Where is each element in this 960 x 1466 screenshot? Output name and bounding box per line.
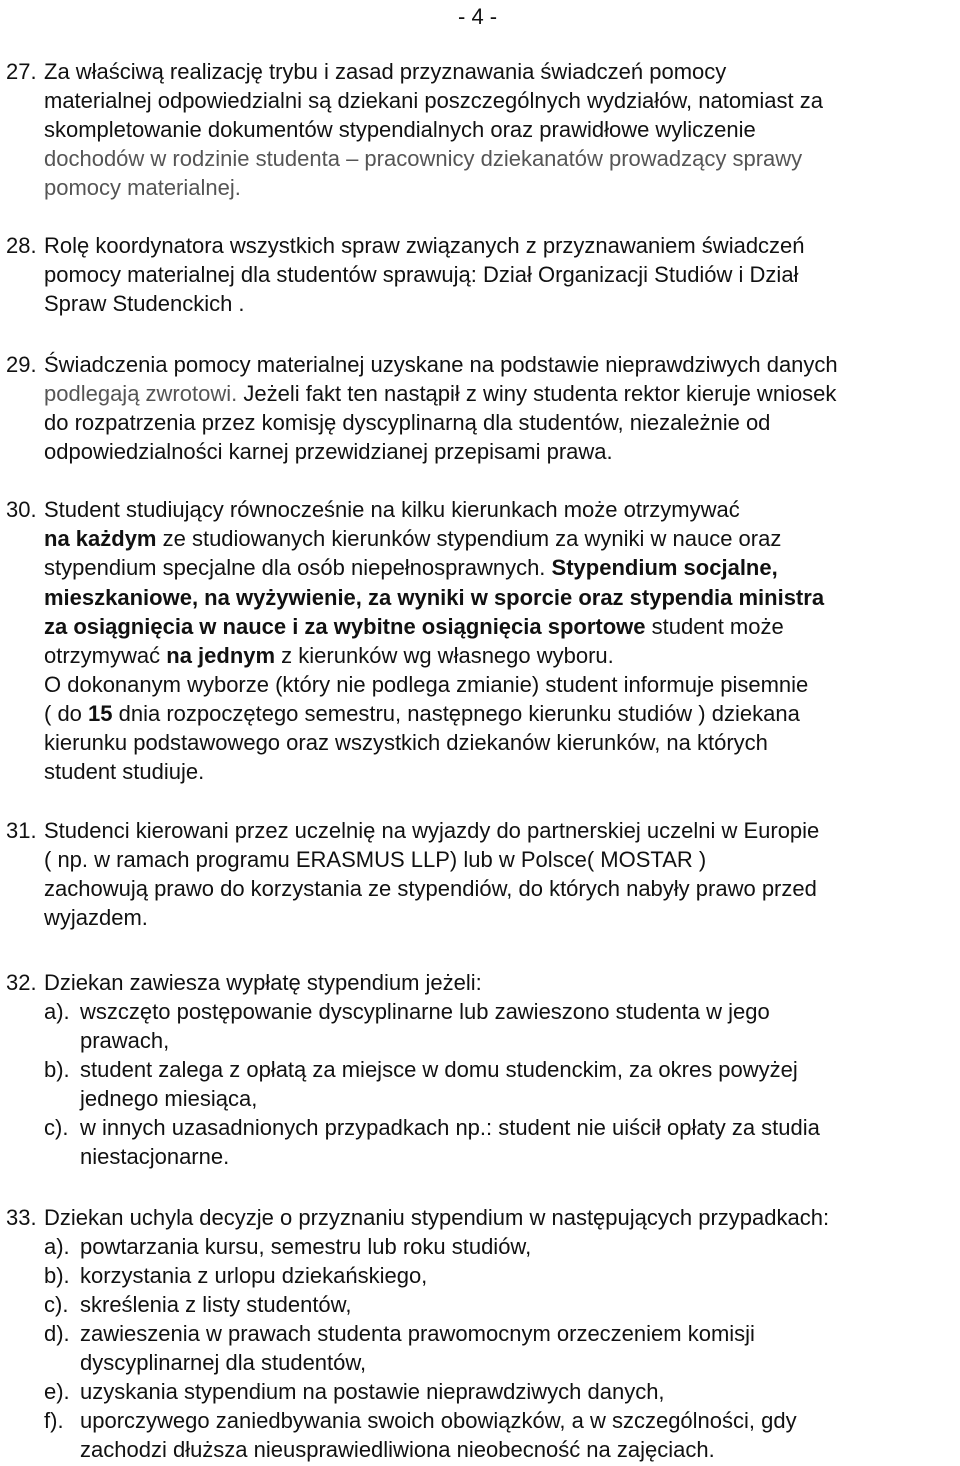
text-line	[44, 553, 778, 582]
text-line: Dziekan uchyla decyzje o przyznaniu stypendium w następujących przypadkach:	[44, 1205, 830, 1230]
text-line	[44, 641, 614, 670]
bold-segment: na każdym	[44, 526, 157, 551]
list-marker: d).	[44, 1321, 70, 1346]
list-marker: b).	[44, 1057, 70, 1082]
paragraph-number: 28.	[6, 233, 37, 258]
list-item-text: w innych uzasadnionych przypadkach np.: student nie uiścił opłaty za studia	[80, 1115, 820, 1140]
text-segment: stypendium specjalne dla osób niepełnosprawnych.	[44, 555, 552, 580]
list-marker: b).	[44, 1263, 70, 1288]
list-item-text: jednego miesiąca,	[80, 1086, 258, 1111]
paragraph-number: 31.	[6, 818, 37, 843]
text-line: Rolę koordynatora wszystkich spraw związanych z przyznawaniem świadczeń	[44, 233, 805, 258]
list-marker: a).	[44, 999, 70, 1024]
text-line: odpowiedzialności karnej przewidzianej przepisami prawa.	[44, 439, 613, 464]
text-line: Dziekan zawiesza wypłatę stypendium jeżeli:	[44, 970, 482, 995]
paragraph-number: 30.	[6, 497, 37, 522]
text-line: pomocy materialnej dla studentów sprawują: Dział Organizacji Studiów i Dział	[44, 262, 799, 287]
text-line: do rozpatrzenia przez komisję dyscyplinarną dla studentów, niezależnie od	[44, 410, 771, 435]
text-line: kierunku podstawowego oraz wszystkich dziekanów kierunków, na których	[44, 730, 768, 755]
list-marker: f).	[44, 1408, 64, 1433]
bold-segment: mieszkaniowe, na wyżywienie, za wyniki w sporcie oraz stypendia ministra	[44, 585, 825, 610]
text-segment: ( do	[44, 701, 89, 726]
bold-segment: 15	[88, 701, 113, 726]
list-marker: c).	[44, 1115, 69, 1140]
list-item-text: zachodzi dłuższa nieusprawiedliwiona nieobecność na zajęciach.	[80, 1437, 715, 1462]
bold-segment: Stypendium socjalne,	[551, 555, 778, 580]
list-item-text: uporczywego zaniedbywania swoich obowiązków, a w szczególności, gdy	[80, 1408, 797, 1433]
text-line: Student studiujący równocześnie na kilku kierunkach może otrzymywać	[44, 497, 740, 522]
text-line	[44, 699, 800, 728]
list-item-text: skreślenia z listy studentów,	[80, 1292, 352, 1317]
text-line: Świadczenia pomocy materialnej uzyskane na podstawie nieprawdziwych danych	[44, 352, 838, 377]
text-line: skompletowanie dokumentów stypendialnych oraz prawidłowe wyliczenie	[44, 117, 756, 142]
text-segment: z kierunków wg własnego wyboru.	[275, 643, 614, 668]
text-line	[44, 583, 824, 612]
paragraph-number: 33.	[6, 1205, 37, 1230]
text-segment: podlegają zwrotowi.	[44, 381, 238, 406]
bold-segment: na jednym	[166, 643, 276, 668]
list-item-text: zawieszenia w prawach studenta prawomocnym orzeczeniem komisji	[80, 1321, 755, 1346]
list-item-text: prawach,	[80, 1028, 170, 1053]
list-marker: a).	[44, 1234, 70, 1259]
list-item-text: student zalega z opłatą za miejsce w domu studenckim, za okres powyżej	[80, 1057, 798, 1082]
text-line: dochodów w rodzinie studenta – pracownicy dziekanatów prowadzący sprawy	[44, 146, 803, 171]
text-line: Spraw Studenckich .	[44, 291, 245, 316]
bold-segment: za osiągnięcia w nauce i za wybitne osiągnięcia sportowe	[44, 614, 646, 639]
text-line: pomocy materialnej.	[44, 175, 241, 200]
paragraph-number: 29.	[6, 352, 37, 377]
list-marker: c).	[44, 1292, 69, 1317]
text-line: student studiuje.	[44, 759, 205, 784]
paragraph-number: 32.	[6, 970, 37, 995]
text-segment: student może	[645, 614, 784, 639]
list-item-text: korzystania z urlopu dziekańskiego,	[80, 1263, 428, 1288]
list-marker: e).	[44, 1379, 70, 1404]
list-item-text: powtarzania kursu, semestru lub roku studiów,	[80, 1234, 532, 1259]
page-number: - 4 -	[458, 4, 498, 29]
list-item-text: uzyskania stypendium na postawie nieprawdziwych danych,	[80, 1379, 665, 1404]
text-line: Studenci kierowani przez uczelnię na wyjazdy do partnerskiej uczelni w Europie	[44, 818, 820, 843]
text-line: ( np. w ramach programu ERASMUS LLP) lub w Polsce( MOSTAR )	[44, 847, 707, 872]
text-segment: otrzymywać	[44, 643, 167, 668]
text-line: O dokonanym wyborze (który nie podlega zmianie) student informuje pisemnie	[44, 672, 809, 697]
text-line: Za właściwą realizację trybu i zasad przyznawania świadczeń pomocy	[44, 59, 727, 84]
text-line: materialnej odpowiedzialni są dziekani poszczególnych wydziałów, natomiast za	[44, 88, 823, 113]
text-line	[44, 379, 836, 408]
list-item-text: niestacjonarne.	[80, 1144, 230, 1169]
text-line: wyjazdem.	[44, 905, 148, 930]
list-item-text: dyscyplinarnej dla studentów,	[80, 1350, 367, 1375]
list-item-text: wszczęto postępowanie dyscyplinarne lub zawieszono studenta w jego	[80, 999, 770, 1024]
paragraph-number: 27.	[6, 59, 37, 84]
text-line	[44, 524, 781, 553]
text-segment: Jeżeli fakt ten nastąpił z winy studenta rektor kieruje wniosek	[237, 381, 837, 406]
text-segment: dnia rozpoczętego semestru, następnego kierunku studiów ) dziekana	[112, 701, 800, 726]
text-segment: ze studiowanych kierunków stypendium za wyniki w nauce oraz	[156, 526, 782, 551]
text-line: zachowują prawo do korzystania ze stypendiów, do których nabyły prawo przed	[44, 876, 817, 901]
text-line	[44, 612, 784, 641]
